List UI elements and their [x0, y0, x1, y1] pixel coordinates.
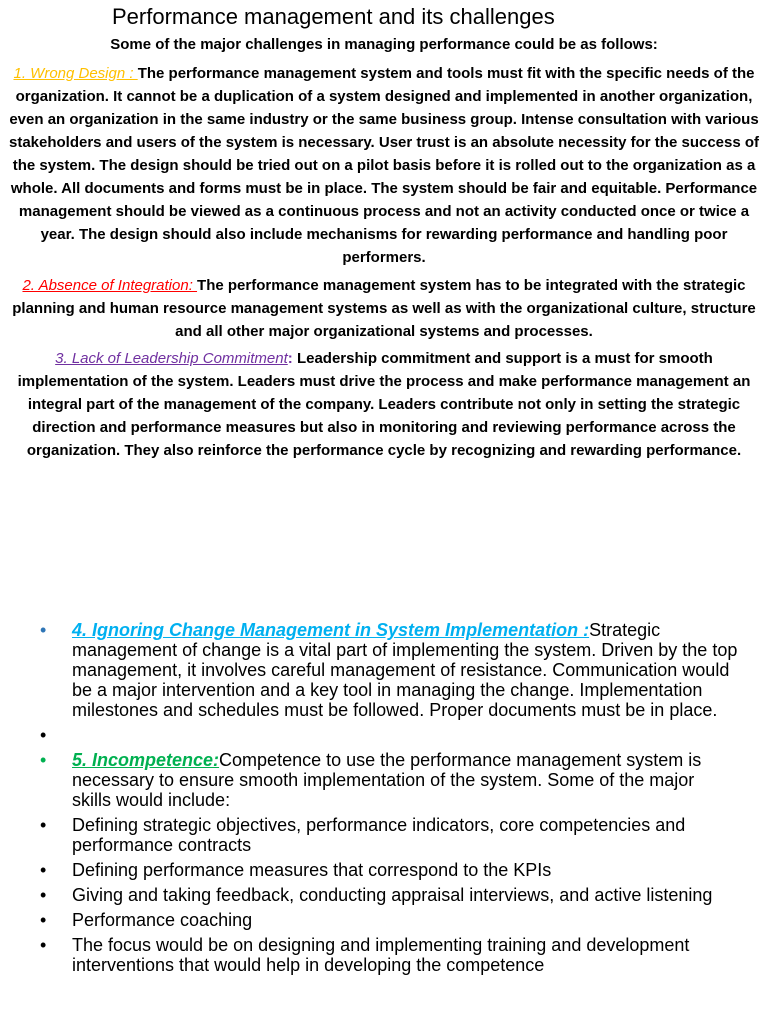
skill-text: Defining performance measures that correspond to the KPIs: [72, 860, 552, 880]
challenge-2-heading: 2. Absence of Integration:: [22, 277, 198, 294]
challenge-3-paragraph: [4, 347, 764, 462]
intro-line: Some of the major challenges in managing performance could be as follows:: [110, 36, 658, 53]
list-item-skill: [0, 910, 768, 930]
challenge-5-heading: 5. Incompetence:: [72, 750, 220, 770]
challenge-5-text: Competence to use the performance management system is necessary to ensure smooth implementation of the system. Some of the major skills would include:: [72, 750, 702, 810]
skill-text: Giving and taking feedback, conducting appraisal interviews, and active listening: [72, 885, 713, 905]
list-item-skill: [0, 885, 768, 905]
bullet-icon: •: [40, 750, 47, 770]
challenge-3-text: Leadership commitment and support is a must for smooth implementation of the system. Leaders must drive the process and make performance management an integral part of the management of the company. Leaders contribute not only in setting the strategic direction and performance measures but also in monitoring and reviewing performance across the organization. They also reinforce the performance cycle by recognizing and rewarding performance.: [17, 350, 751, 459]
challenge-1-heading: 1. Wrong Design :: [13, 65, 138, 82]
list-item-change-management: [0, 620, 768, 720]
skill-text: Performance coaching: [72, 910, 253, 930]
challenge-1-paragraph: [4, 62, 764, 269]
challenge-3-colon: :: [287, 350, 297, 367]
challenge-3-heading: 3. Lack of Leadership Commitment: [55, 350, 288, 367]
list-item-incompetence: [0, 750, 768, 810]
list-item-skill: [0, 935, 768, 975]
list-item-skill: [0, 860, 768, 880]
bullet-list: [0, 620, 768, 975]
slide-2: [0, 620, 768, 1024]
list-item-empty: [0, 725, 768, 745]
skill-text: Defining strategic objectives, performance indicators, core competencies and performance contracts: [72, 815, 686, 855]
challenge-2-text: The performance management system has to be integrated with the strategic planning and human resource management systems as well as with the organizational culture, structure and all other major organizational systems and processes.: [12, 277, 756, 340]
challenge-4-heading: 4. Ignoring Change Management in System Implementation :: [72, 620, 590, 640]
list-item-skill: [0, 815, 768, 855]
bullet-icon: •: [40, 935, 47, 955]
bullet-icon: •: [40, 620, 47, 640]
bullet-icon: •: [40, 885, 47, 905]
challenge-1-text: The performance management system and tools must fit with the specific needs of the organization. It cannot be a duplication of a system designed and implemented in another organization, even an organization in the same industry or the same business group. Intense consultation with various stakeholders and users of the system is necessary. User trust is an absolute necessity for the success of the system. The design should be tried out on a pilot basis before it is rolled out to the organization as a whole. All documents and forms must be in place. The system should be fair and equitable. Performance management should be viewed as a continuous process and not an activity conducted once or twice a year. The design should also include mechanisms for rewarding performance and handling poor performers.: [8, 65, 760, 266]
bullet-icon: •: [40, 860, 47, 880]
skill-text: The focus would be on designing and implementing training and development interventions that would help in developing the competence: [72, 935, 690, 975]
challenge-2-paragraph: [4, 274, 764, 343]
bullet-icon: •: [40, 910, 47, 930]
slide-1: [0, 0, 768, 500]
page-title: Performance management and its challenges: [112, 4, 555, 29]
challenge-4-text: Strategic management of change is a vital part of implementing the system. Driven by the top management, it involves careful management of resistance. Communication would be a major intervention and a key tool in managing the change. Implementation milestones and schedules must be followed. Proper documents must be in place.: [72, 620, 738, 720]
bullet-icon: •: [40, 815, 47, 835]
bullet-icon: •: [40, 725, 47, 745]
